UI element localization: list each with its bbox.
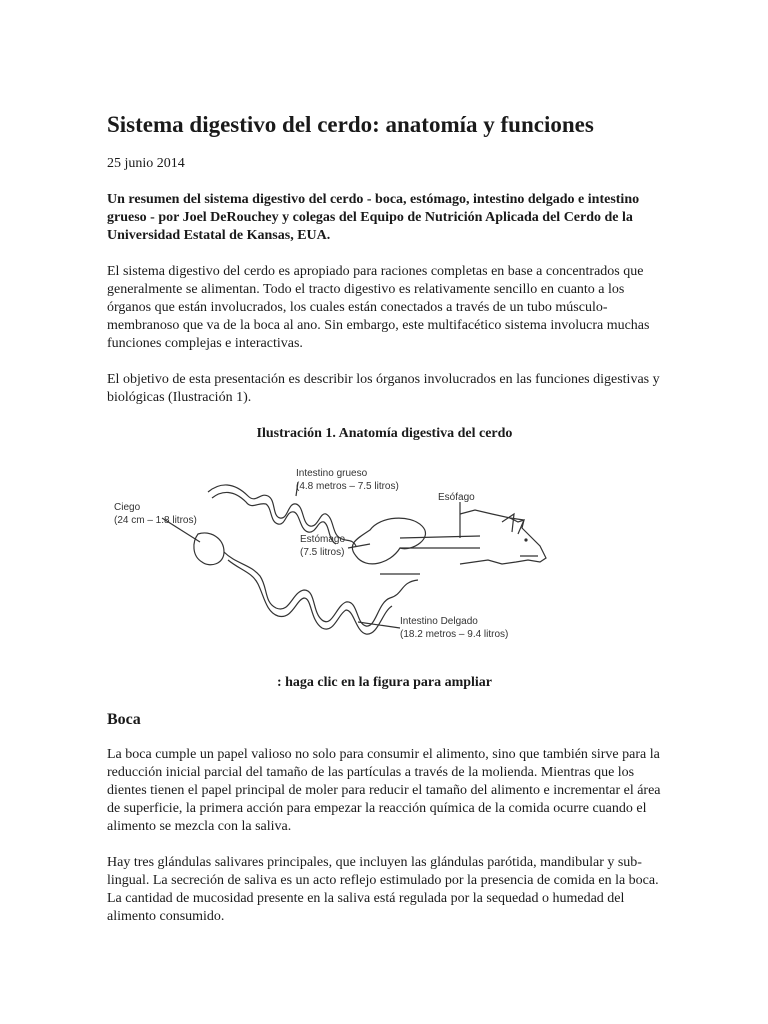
article-date: 25 junio 2014 xyxy=(107,156,185,171)
label-intestino-grueso: Intestino grueso xyxy=(296,468,368,479)
label-estomago: Estómago xyxy=(300,534,346,545)
article-title: Sistema digestivo del cerdo: anatomía y funciones xyxy=(107,112,594,137)
label-intestino-grueso-size: (4.8 metros – 7.5 litros) xyxy=(296,481,399,492)
pig-eye xyxy=(524,538,527,541)
label-ciego: Ciego xyxy=(114,502,141,513)
label-estomago-size: (7.5 litros) xyxy=(300,547,345,558)
section-heading-boca: Boca xyxy=(107,711,141,728)
label-intestino-delgado-size: (18.2 metros – 9.4 litros) xyxy=(400,629,509,640)
figure-enlarge-hint[interactable]: : haga clic en la figura para ampliar xyxy=(276,675,493,690)
leader-estomago xyxy=(348,544,370,548)
stomach-outline xyxy=(352,518,425,564)
digestive-anatomy-figure[interactable] xyxy=(100,452,570,662)
label-intestino-delgado: Intestino Delgado xyxy=(400,616,478,627)
label-esofago: Esófago xyxy=(438,492,475,503)
paragraph-objective: El objetivo de esta presentación es describir los órganos involucrados en las funciones digestivas y biológicas (Ilustración 1). xyxy=(107,372,660,405)
figure-caption: Ilustración 1. Anatomía digestiva del cerdo xyxy=(256,426,513,441)
paragraph-intro: El sistema digestivo del cerdo es apropiado para raciones completas en base a concentrados que generalmente se alimentan. Todo el tracto digestivo es relativamente sencillo en cuanto a los órganos que están involucrados, los cuales están conectados a través de un tubo músculo-membranoso que va de la boca al ano. Sin embargo, este multifacético sistema involucra muchas funciones complejas e interactivas. xyxy=(107,264,650,351)
article-lead: Un resumen del sistema digestivo del cerdo - boca, estómago, intestino delgado e intestino grueso - por Joel DeRouchey y colegas del Equipo de Nutrición Aplicada del Cerdo de la Universidad Estatal de Kansas, EUA. xyxy=(107,192,640,243)
cecum-outline xyxy=(194,533,224,565)
small-intestine-loops xyxy=(224,552,418,626)
paragraph-salivary: Hay tres glándulas salivares principales, que incluyen las glándulas parótida, mandibular y sub-lingual. La secreción de saliva es un acto reflejo estimulado por la presencia de comida en la boca. La cantidad de mucosidad presente en la saliva está regulada por la sequedad o humedad del alimento consumido. xyxy=(107,855,659,924)
label-ciego-size: (24 cm – 1.8 litros) xyxy=(114,515,197,526)
paragraph-boca: La boca cumple un papel valioso no solo para consumir el alimento, sino que también sirve para la reducción inicial parcial del tamaño de las partículas a través de la molienda. Mientras que los dientes tienen el papel principal de moler para reducir el tamaño del alimento e incrementar el área de superficie, la primera acción para empezar la reacción química de la comida ocurre cuando el alimento se mezcla con la saliva. xyxy=(107,747,661,834)
esophagus-tube xyxy=(400,536,480,548)
